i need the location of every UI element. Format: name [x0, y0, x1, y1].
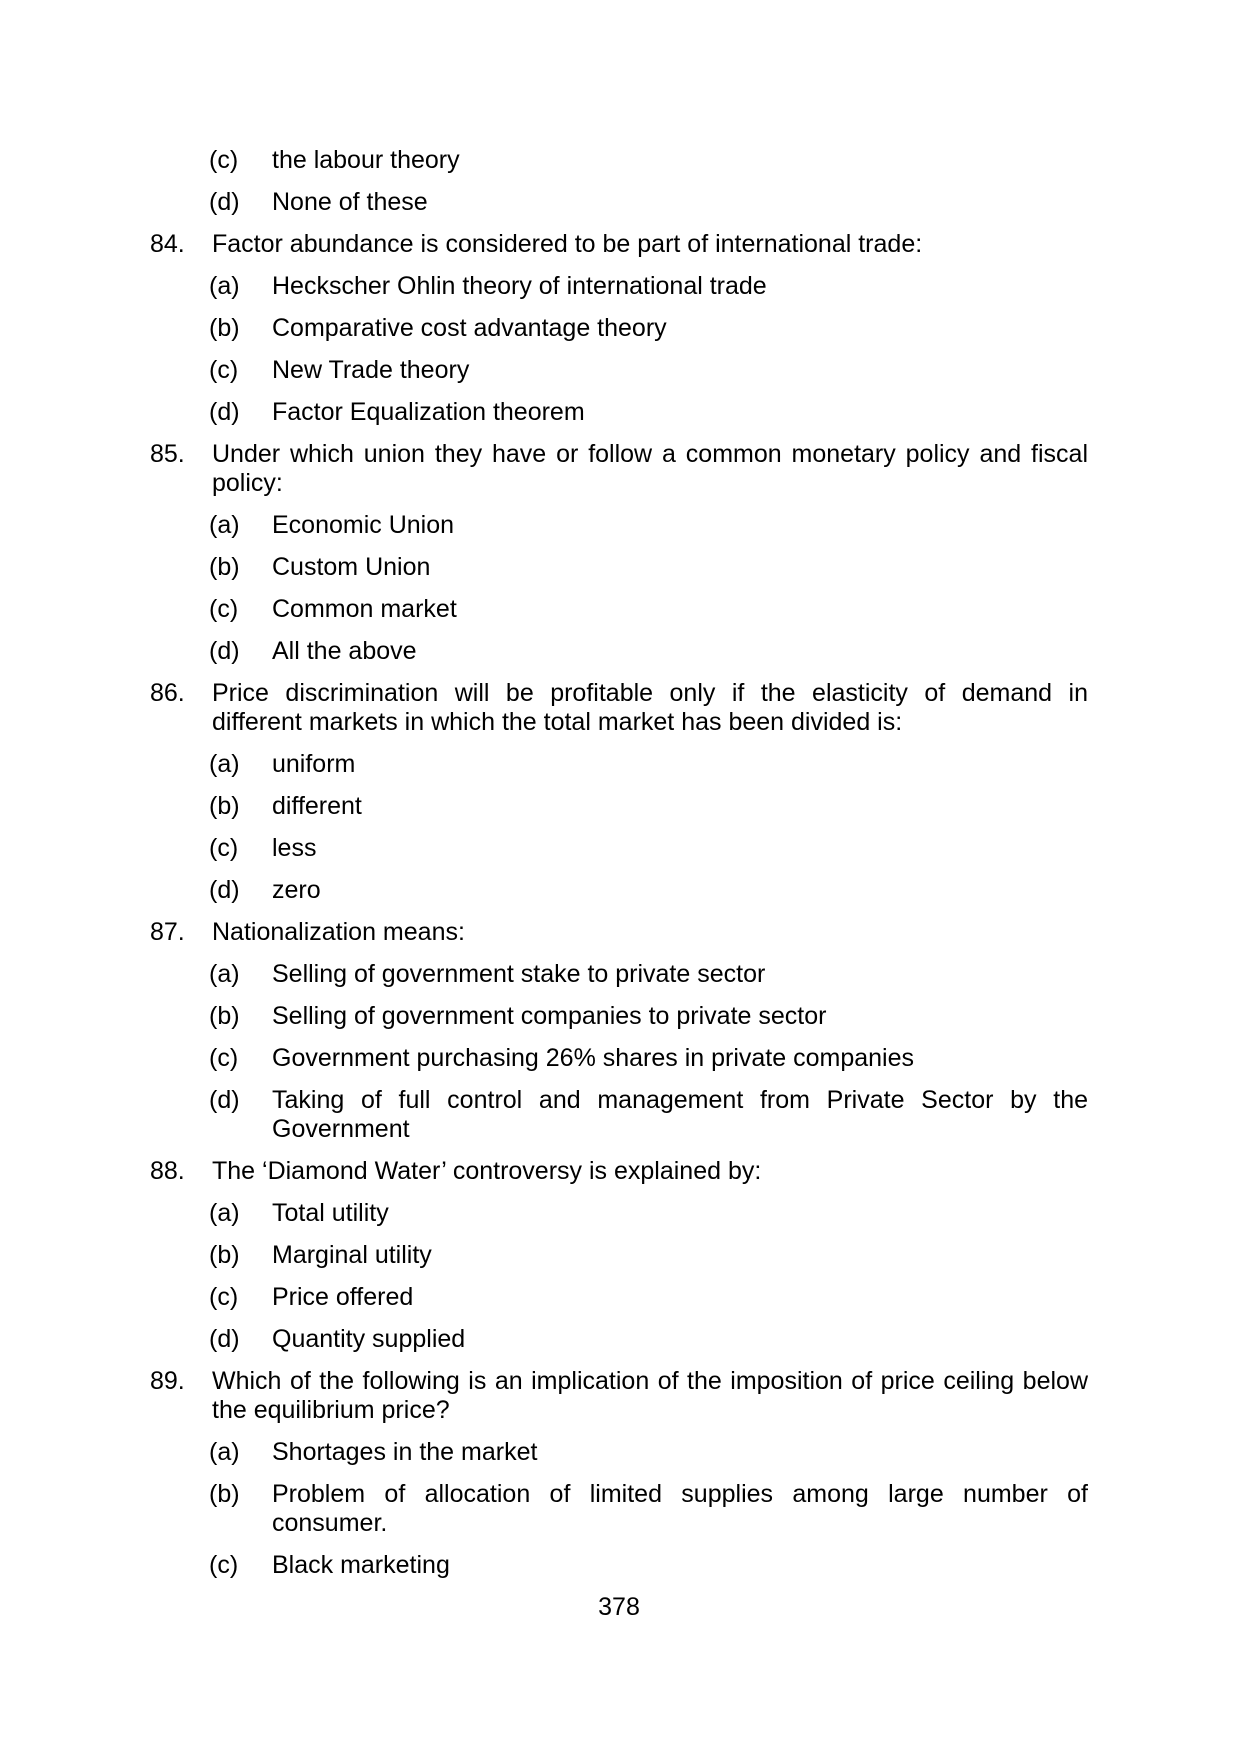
question-block	[150, 1157, 1088, 1354]
option-text-line: consumer.	[272, 1509, 388, 1537]
option	[150, 876, 1088, 905]
question	[150, 230, 1088, 259]
option-text-line: the labour theory	[272, 146, 460, 174]
option-text	[272, 553, 1088, 582]
option-text	[272, 272, 1088, 301]
option-letter: (b)	[209, 792, 240, 820]
option-text-line: Custom Union	[272, 553, 431, 581]
option	[150, 356, 1088, 385]
option-text-line: Quantity supplied	[272, 1325, 466, 1353]
option-text-line: uniform	[272, 750, 356, 778]
question-block	[150, 679, 1088, 905]
question-text-line: different markets in which the total market has been divided is:	[212, 708, 903, 736]
option	[150, 272, 1088, 301]
option-letter: (a)	[209, 1199, 240, 1227]
question-number: 89.	[150, 1367, 185, 1395]
option-text-line: Economic Union	[272, 511, 455, 539]
option	[150, 960, 1088, 989]
option-text-line: Selling of government stake to private sector	[272, 960, 766, 988]
option-text	[272, 1283, 1088, 1312]
option-letter: (b)	[209, 314, 240, 342]
option	[150, 511, 1088, 540]
question-text-line: policy:	[212, 469, 283, 497]
option	[150, 834, 1088, 863]
option-text	[272, 356, 1088, 385]
option-text	[272, 398, 1088, 427]
question-text	[212, 440, 1088, 498]
question-number: 88.	[150, 1157, 185, 1185]
option-text-line: Problem of allocation of limited supplies among large number of	[272, 1480, 1088, 1508]
option-text	[272, 1480, 1088, 1538]
option-letter: (a)	[209, 750, 240, 778]
option	[150, 1551, 1088, 1580]
option-text	[272, 1044, 1088, 1073]
option	[150, 1325, 1088, 1354]
question-text	[212, 918, 1088, 947]
option-text	[272, 834, 1088, 863]
question-text-line: Which of the following is an implication of the imposition of price ceiling below	[212, 1367, 1088, 1395]
option-letter: (d)	[209, 1086, 240, 1114]
question-text-line: Price discrimination will be profitable only if the elasticity of demand in	[212, 679, 1088, 707]
question	[150, 440, 1088, 498]
option-text-line: Government purchasing 26% shares in private companies	[272, 1044, 915, 1072]
option-text-line: All the above	[272, 637, 417, 665]
question	[150, 918, 1088, 947]
option-text-line: Common market	[272, 595, 457, 623]
option-text	[272, 1086, 1088, 1144]
question-number: 84.	[150, 230, 185, 258]
option-letter: (d)	[209, 188, 240, 216]
carryover-option	[150, 146, 1088, 175]
option-text-line: None of these	[272, 188, 428, 216]
question	[150, 1367, 1088, 1425]
option-text	[272, 1551, 1088, 1580]
question-block	[150, 1367, 1088, 1580]
option	[150, 1480, 1088, 1538]
option-letter: (c)	[209, 356, 239, 384]
question-text-line: The ‘Diamond Water’ controversy is explained by:	[212, 1157, 762, 1185]
option-letter: (b)	[209, 1241, 240, 1269]
option-letter: (d)	[209, 398, 240, 426]
option	[150, 1002, 1088, 1031]
option-text	[272, 595, 1088, 624]
question-text	[212, 1157, 1088, 1186]
option-letter: (c)	[209, 146, 239, 174]
question-number: 85.	[150, 440, 185, 468]
option	[150, 398, 1088, 427]
option	[150, 1044, 1088, 1073]
option	[150, 1086, 1088, 1144]
question-text	[212, 679, 1088, 737]
option-text-line: Factor Equalization theorem	[272, 398, 585, 426]
option-text-line: Selling of government companies to private sector	[272, 1002, 827, 1030]
question-text-line: Under which union they have or follow a common monetary policy and fiscal	[212, 440, 1088, 468]
option-text	[272, 876, 1088, 905]
option-letter: (c)	[209, 1283, 239, 1311]
option-text	[272, 511, 1088, 540]
question-text	[212, 1367, 1088, 1425]
question-block	[150, 440, 1088, 666]
question-number: 87.	[150, 918, 185, 946]
option-text	[272, 1199, 1088, 1228]
option-letter: (b)	[209, 1480, 240, 1508]
option-text-line: Taking of full control and management from Private Sector by the	[272, 1086, 1088, 1114]
carryover-option	[150, 188, 1088, 217]
option-text-line: Total utility	[272, 1199, 389, 1227]
option	[150, 1438, 1088, 1467]
question-block	[150, 918, 1088, 1144]
question-text-line: Nationalization means:	[212, 918, 465, 946]
page-number: 378	[598, 1593, 640, 1621]
option-text-line: Heckscher Ohlin theory of international trade	[272, 272, 767, 300]
option-text	[272, 637, 1088, 666]
option-letter: (c)	[209, 834, 239, 862]
question-text-line: Factor abundance is considered to be part of international trade:	[212, 230, 923, 258]
option-text-line: zero	[272, 876, 321, 904]
option-letter: (a)	[209, 960, 240, 988]
option	[150, 750, 1088, 779]
option	[150, 595, 1088, 624]
option-letter: (c)	[209, 1044, 239, 1072]
option	[150, 1199, 1088, 1228]
option-letter: (d)	[209, 876, 240, 904]
option	[150, 1241, 1088, 1270]
option-text-line: Shortages in the market	[272, 1438, 538, 1466]
option-letter: (a)	[209, 1438, 240, 1466]
option-text	[272, 146, 1088, 175]
page-footer	[150, 1593, 1088, 1622]
question	[150, 679, 1088, 737]
option-letter: (c)	[209, 1551, 239, 1579]
option	[150, 314, 1088, 343]
option-text-line: Comparative cost advantage theory	[272, 314, 667, 342]
option-letter: (b)	[209, 553, 240, 581]
option-text-line: Black marketing	[272, 1551, 450, 1579]
option-text	[272, 1325, 1088, 1354]
option-text	[272, 792, 1088, 821]
option-text	[272, 960, 1088, 989]
question	[150, 1157, 1088, 1186]
option-text-line: New Trade theory	[272, 356, 470, 384]
question-number: 86.	[150, 679, 185, 707]
option	[150, 792, 1088, 821]
option	[150, 637, 1088, 666]
option-text	[272, 1241, 1088, 1270]
option-letter: (d)	[209, 637, 240, 665]
option-letter: (d)	[209, 1325, 240, 1353]
option-letter: (b)	[209, 1002, 240, 1030]
option-text-line: different	[272, 792, 362, 820]
question-block	[150, 230, 1088, 427]
option-letter: (a)	[209, 272, 240, 300]
question-text	[212, 230, 1088, 259]
option-text-line: Marginal utility	[272, 1241, 432, 1269]
option-letter: (c)	[209, 595, 239, 623]
option-text-line: Price offered	[272, 1283, 414, 1311]
option-text-line: less	[272, 834, 317, 862]
option-text	[272, 1002, 1088, 1031]
option-text	[272, 314, 1088, 343]
question-text-line: the equilibrium price?	[212, 1396, 450, 1424]
option-text-line: Government	[272, 1115, 410, 1143]
option-letter: (a)	[209, 511, 240, 539]
option-text	[272, 750, 1088, 779]
option	[150, 1283, 1088, 1312]
option-text	[272, 1438, 1088, 1467]
option	[150, 553, 1088, 582]
option-text	[272, 188, 1088, 217]
